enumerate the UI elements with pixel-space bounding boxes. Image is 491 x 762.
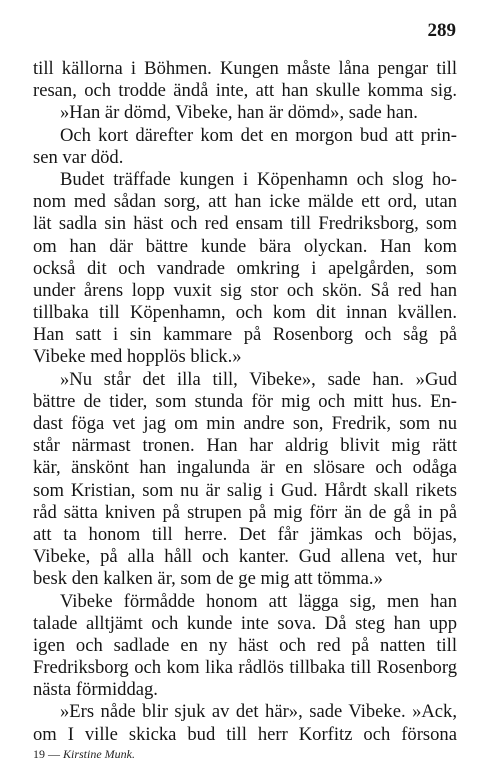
text-line: som Kristian, som nu är salig i Gud. Hårdt skall rikets [33,479,457,501]
text-line: »Nu står det illa till, Vibeke», sade han. »Gud [60,368,457,390]
footer-signature [33,747,135,762]
footer-book-title: Kirstine Munk. [63,747,135,761]
text-line: besk den kalken är, som de ge mig att tömma.» [33,568,383,590]
text-line: till källorna i Böhmen. Kungen måste låna pengar till [33,58,457,79]
text-line: Fredriksborg och kom lika rådlös tillbaka till Rosenborg [33,657,457,679]
page-number: 289 [427,20,456,41]
text-line: Vibeke, på alla håll och kanter. Gud allena vet, hur [33,546,457,568]
text-line: sen var död. [33,146,124,168]
text-line: om han där bättre kunde bära olyckan. Han kom [33,235,457,257]
text-line: står närmast tronen. Han har aldrig blivit mig rätt [33,435,457,457]
text-line: lät sadla sin häst och red ensam till Fredriksborg, som [33,213,457,235]
text-line: bättre de tider, som stunda för mig och mitt hus. En- [33,390,457,412]
text-line: dast föga vet jag om min andre son, Fredrik, som nu [33,413,457,434]
text-line: Vibeke med hopplös blick.» [33,346,242,368]
text-line: kär, änskönt han ingalunda är en slösare och odåga [33,457,457,479]
text-line: Budet träffade kungen i Köpenhamn och slog ho- [60,168,457,190]
text-line: om I ville skicka bud till herr Korfitz och försona [33,723,457,745]
text-line: att ta honom till herre. Det får jämkas och böjas, [33,523,457,545]
text-line: råd sätta kniven på strupen på mig förr än de gå in på [33,501,457,523]
text-line: tillbaka till Köpenhamn, och kom dit innan kvällen. [33,302,457,324]
footer-sheet-number: 19 — [33,747,60,761]
text-line: under årens lopp vuxit sig stor och skön. Så red han [33,279,457,301]
text-line: nästa förmiddag. [33,679,158,701]
text-line: Vibeke förmådde honom att lägga sig, men han [60,590,457,612]
text-line: nom med sådan sorg, att han icke mälde ett ord, utan [33,191,457,213]
text-line: talade alltjämt och kunde inte sova. Då steg han upp [33,612,457,634]
text-line: också dit och vandrade omkring i apelgården, som [33,257,457,279]
body-text [33,58,457,746]
text-line: igen och sadlade en ny häst och red på natten till [33,634,457,656]
text-line: »Ers nåde blir sjuk av det här», sade Vibeke. »Ack, [60,701,457,723]
text-line: Och kort därefter kom det en morgon bud att prin- [60,124,457,146]
text-line: Han satt i sin kammare på Rosenborg och såg på [33,324,457,346]
text-line: resan, och trodde ändå inte, att han skulle komma sig. [33,80,457,102]
text-line: »Han är dömd, Vibeke, han är dömd», sade han. [60,102,418,124]
